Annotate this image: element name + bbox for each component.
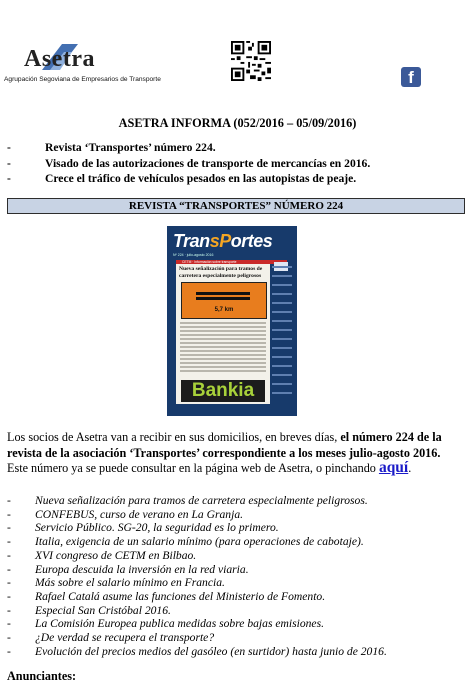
list-item-text: La Comisión Europea publica medidas sobre bajas emisiones. xyxy=(35,617,324,631)
link-paragraph xyxy=(7,459,467,477)
bankia-ad: Bankia xyxy=(181,380,265,402)
list-item-text: Europa descuida la inversión en la red viaria. xyxy=(35,562,249,576)
list-item xyxy=(7,576,387,590)
summary-text: Visado de las autorizaciones de transporte de mercancías en 2016. xyxy=(45,156,371,170)
magazine-title-part1: Tran xyxy=(173,231,210,251)
list-item xyxy=(7,508,387,522)
summary-text: Crece el tráfico de vehículos pesados en las autopistas de peaje. xyxy=(45,172,357,185)
list-item-text: Evolución del precios medios del gasóleo (en surtidor) hasta junio de 2016. xyxy=(35,644,387,658)
page-title: ASETRA INFORMA (052/2016 – 05/09/2016) xyxy=(118,116,357,130)
summary-item xyxy=(7,140,370,156)
magazine-cover[interactable] xyxy=(167,226,297,416)
list-dash: - xyxy=(7,507,11,521)
link-paragraph-end: . xyxy=(408,461,412,475)
list-item-text: Rafael Catalá asume las funciones del Ministerio de Fomento. xyxy=(35,589,326,603)
list-item xyxy=(7,549,387,563)
list-item xyxy=(7,617,387,631)
road-sign-text: 5,7 km xyxy=(214,307,234,313)
contents-list xyxy=(7,494,387,658)
list-item xyxy=(7,563,387,577)
road-sign-icon xyxy=(181,282,267,319)
list-dash: - xyxy=(7,617,11,631)
logo-name: Asetra xyxy=(24,46,95,72)
list-item xyxy=(7,494,387,508)
list-item-text: Italia, exigencia de un salario mínimo (para operaciones de cabotaje). xyxy=(35,535,364,549)
magazine-title-accent: sP xyxy=(209,231,231,251)
list-item xyxy=(7,631,387,645)
list-dash: - xyxy=(7,535,11,549)
summary-dash: - xyxy=(7,141,11,154)
magazine-text-lines xyxy=(180,322,266,374)
advertisers-heading: Anunciantes: xyxy=(7,669,77,683)
list-item-text: Servicio Público. SG-20, la seguridad es lo primero. xyxy=(35,521,279,535)
link-paragraph-text: Este número ya se puede consultar en la página web de Asetra, o pinchando xyxy=(7,461,379,475)
magazine-sidebar xyxy=(272,266,292,406)
logo-subtitle: Agrupación Segoviana de Empresarios de Transporte xyxy=(4,76,161,83)
list-item xyxy=(7,590,387,604)
list-item-text: ¿De verdad se recupera el transporte? xyxy=(35,631,215,645)
intro-paragraph xyxy=(7,430,465,461)
list-dash: - xyxy=(7,589,11,603)
list-dash: - xyxy=(7,548,11,562)
list-item-text: Nueva señalización para tramos de carretera especialmente peligrosos. xyxy=(35,494,368,507)
summary-item xyxy=(7,156,370,172)
list-dash: - xyxy=(7,603,11,617)
list-item-text: Más sobre el salario mínimo en Francia. xyxy=(35,576,225,590)
magazine-title xyxy=(173,231,272,252)
summary-text: Revista ‘Transportes’ número 224. xyxy=(45,141,216,154)
magazine-headline: Nueva señalización para tramos de carretera especialmente peligrosos xyxy=(179,266,263,279)
list-item xyxy=(7,604,387,618)
list-dash: - xyxy=(7,644,11,658)
magazine-meta: Nº 224 · julio-agosto 2016 xyxy=(173,253,214,257)
summary-dash: - xyxy=(7,172,11,185)
magazine-strip-text: CETM · Información sobre transporte xyxy=(182,260,237,264)
list-dash: - xyxy=(7,562,11,576)
summary-list xyxy=(7,140,370,187)
intro-bold-text: el número 224 de la revista de la asociación ‘Transportes’ correspondiente a los meses julio-agosto 2016. xyxy=(7,430,442,460)
list-item-text: XVI congreso de CETM en Bilbao. xyxy=(35,548,197,562)
summary-dash: - xyxy=(7,156,11,170)
list-item xyxy=(7,535,387,549)
section-heading: REVISTA “TRANSPORTES” NÚMERO 224 xyxy=(7,198,465,214)
list-item xyxy=(7,521,387,535)
list-dash: - xyxy=(7,494,11,507)
qr-code-icon xyxy=(231,41,271,81)
facebook-icon[interactable]: f xyxy=(401,67,421,87)
list-item-text: Especial San Cristóbal 2016. xyxy=(35,603,171,617)
asetra-logo xyxy=(4,44,161,90)
list-item-text: CONFEBUS, curso de verano en La Granja. xyxy=(35,507,244,521)
list-dash: - xyxy=(7,631,11,645)
summary-item xyxy=(7,171,370,187)
list-item xyxy=(7,645,387,659)
magazine-title-part2: ortes xyxy=(230,231,273,251)
magazine-page xyxy=(176,264,270,404)
aqui-link[interactable]: aquí xyxy=(378,459,409,476)
list-dash: - xyxy=(7,521,11,535)
intro-text: Los socios de Asetra van a recibir en sus domicilios, en breves días, xyxy=(7,430,341,444)
list-dash: - xyxy=(7,576,11,590)
